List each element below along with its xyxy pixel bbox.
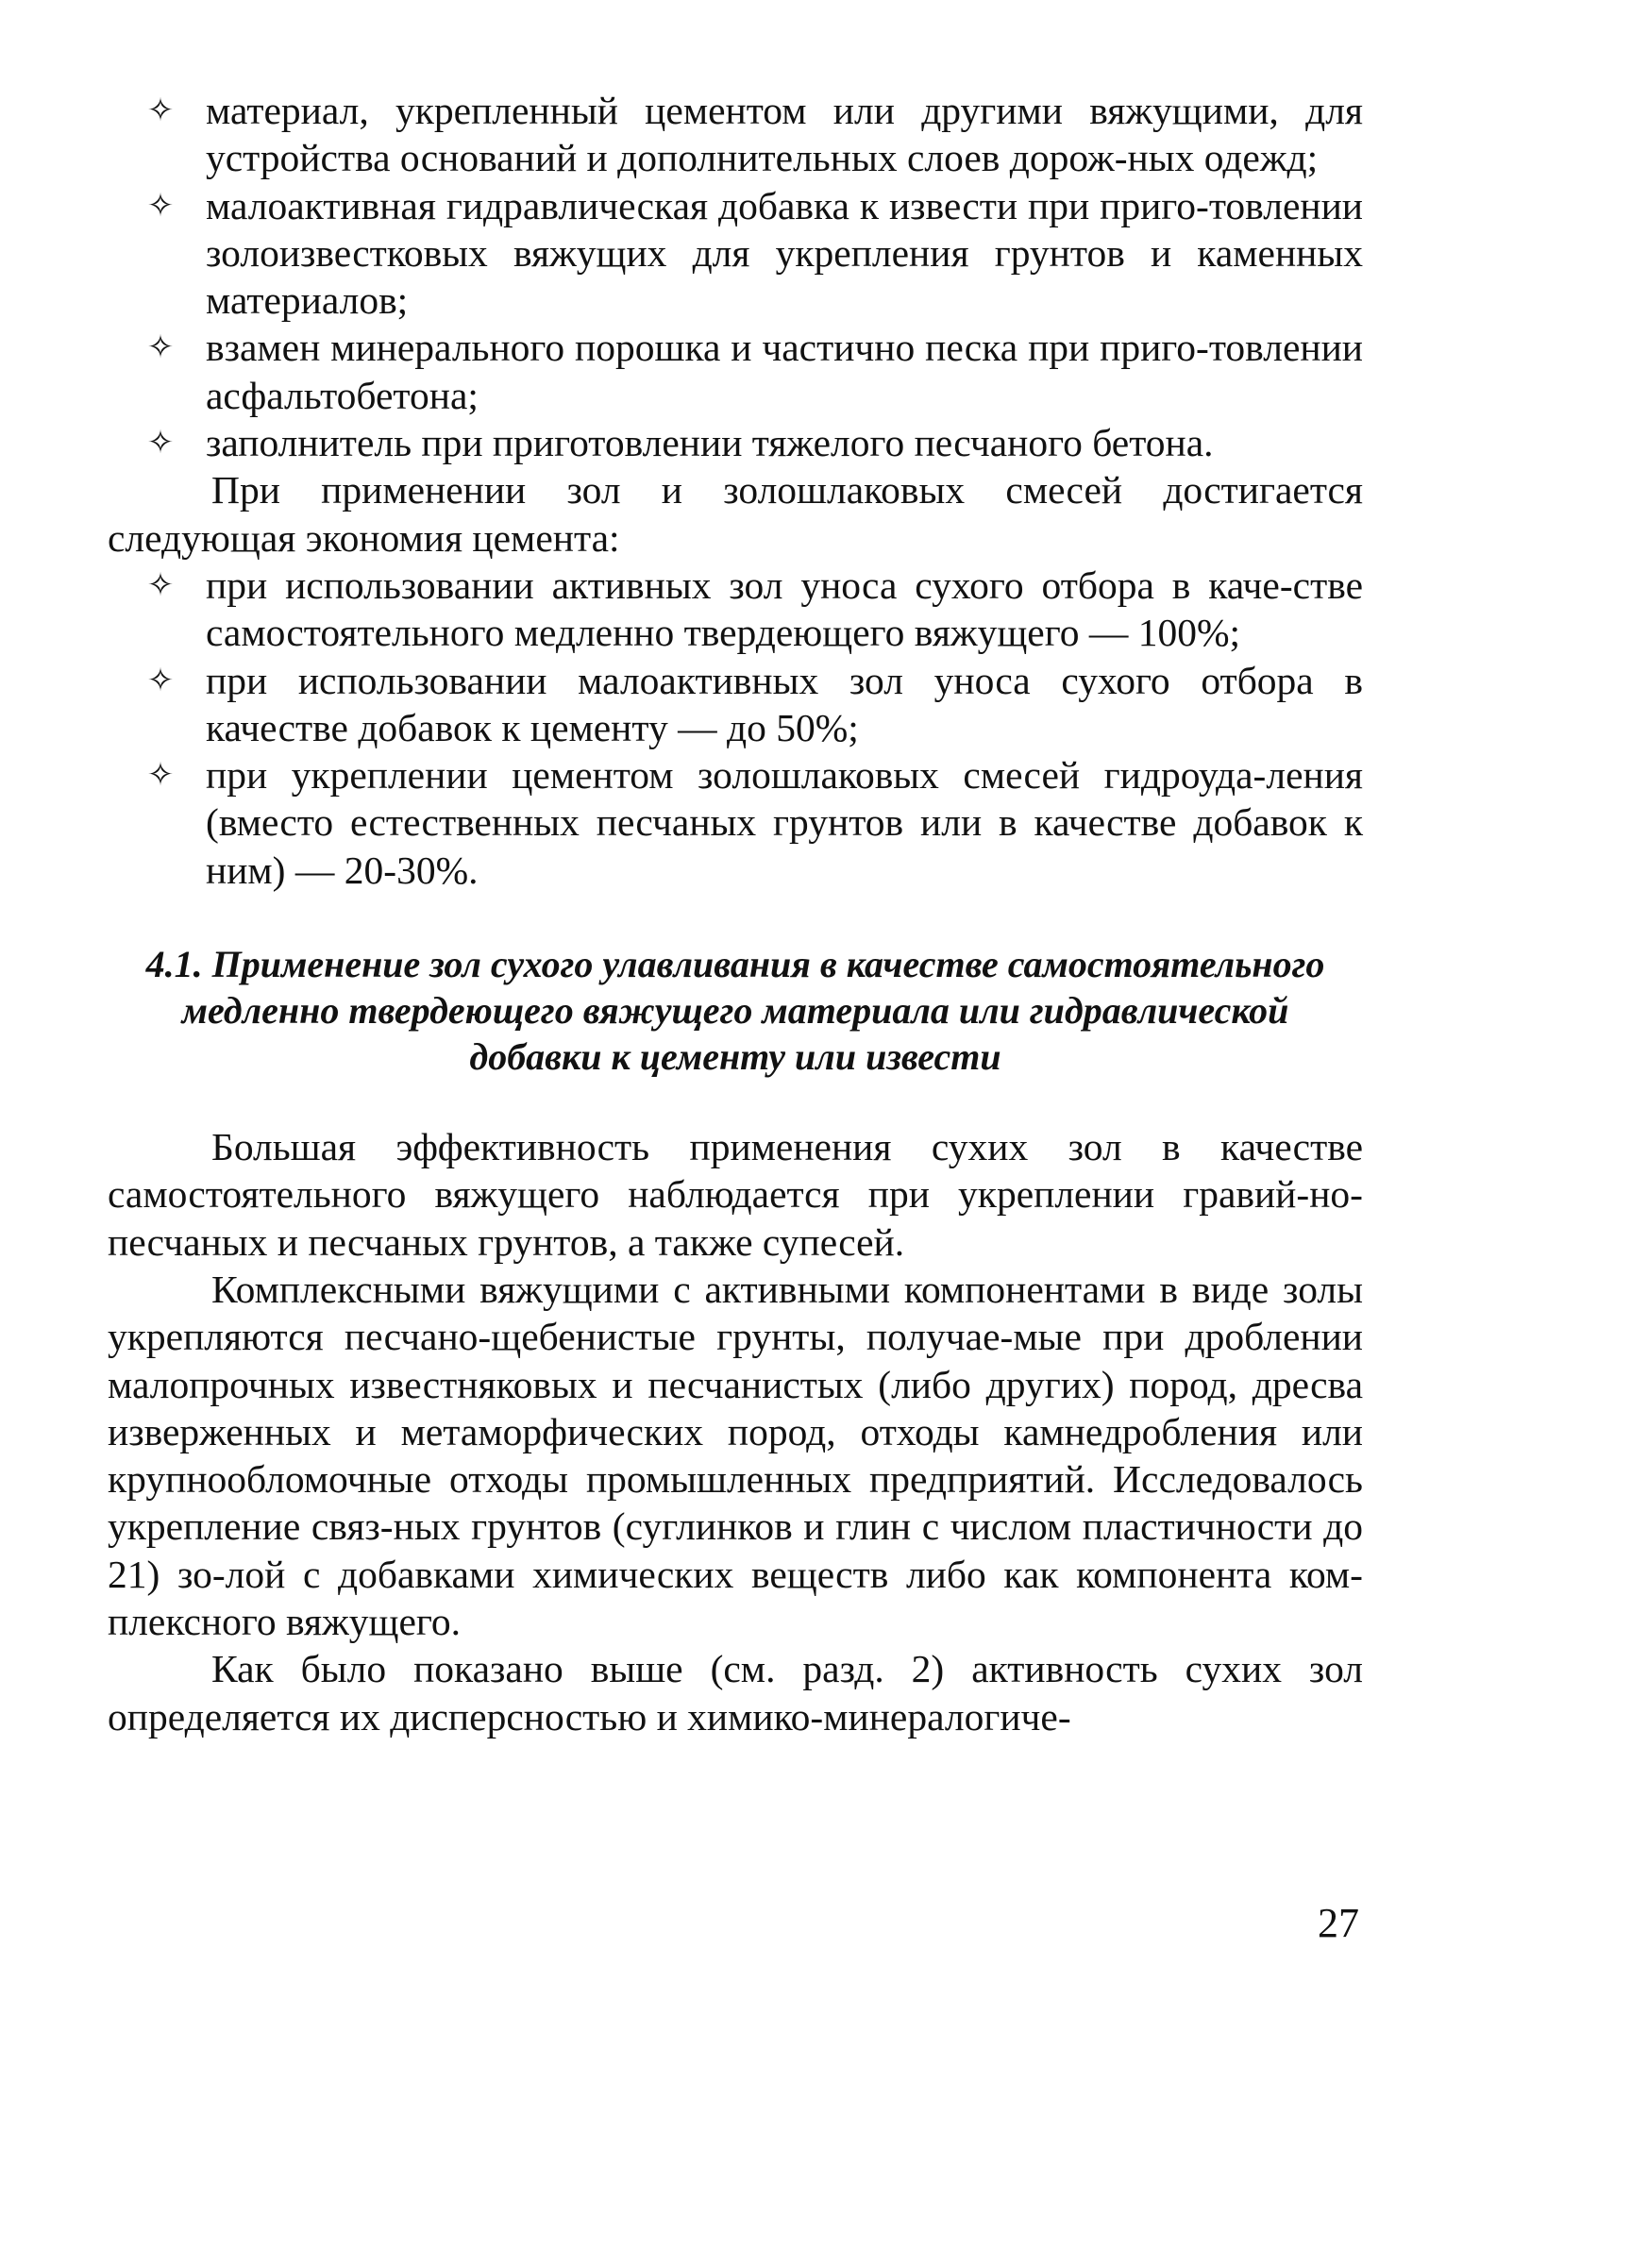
list-item: [108, 324, 1363, 419]
diamond-bullet-icon: ✧: [146, 756, 175, 795]
list-item-text: малоактивная гидравлическая добавка к извести при приго-товлении золоизвестковых вяжущих для укрепления грунтов и каменных материалов;: [206, 183, 1363, 323]
list-item-text: при использовании малоактивных зол уноса сухого отбора в качестве добавок к цементу — до 50%;: [206, 658, 1363, 749]
section-heading: 4.1. Применение зол сухого улавливания в качестве самостоятельного медленно твердеющего вяжущего материала или гидравлической добавки к цементу или извести: [145, 943, 1325, 1079]
body-paragraph: Как было показано выше (см. разд. 2) активность сухих зол определяется их дисперсностью и химико-минералогиче-: [108, 1647, 1363, 1739]
list-item: [108, 657, 1363, 752]
list-item-text: материал, укрепленный цементом или другими вяжущими, для устройства оснований и дополнительных слоев дорож-ных одежд;: [206, 89, 1363, 180]
economy-list: [108, 562, 1363, 894]
list-item: [108, 562, 1363, 657]
list-item: [108, 419, 1363, 466]
list-item-text: заполнитель при приготовлении тяжелого песчаного бетона.: [206, 421, 1214, 465]
page-body: [108, 87, 1363, 1740]
list-item: [108, 182, 1363, 325]
body-paragraph: Большая эффективность применения сухих зол в качестве самостоятельного вяжущего наблюдается при укреплении гравий-но-песчаных и песчаных грунтов, а также супесей.: [108, 1125, 1363, 1264]
list-item-text: при использовании активных зол уноса сухого отбора в каче-стве самостоятельного медленно твердеющего вяжущего — 100%;: [206, 563, 1363, 655]
economy-intro-paragraph: При применении зол и золошлаковых смесей достигается следующая экономия цемента:: [108, 468, 1363, 560]
diamond-bullet-icon: ✧: [146, 661, 175, 699]
diamond-bullet-icon: ✧: [146, 186, 175, 225]
diamond-bullet-icon: ✧: [146, 565, 175, 604]
diamond-bullet-icon: ✧: [146, 328, 175, 367]
body-paragraph: Комплексными вяжущими с активными компонентами в виде золы укрепляются песчано-щебенистые грунты, получае-мые при дроблении малопрочных известняковых и песчанистых (либо других) пород, дресва изверженных и метаморфических пород, отходы камнедробления или крупнообломочные отходы промышленных предприятий. Исследовалось укрепление связ-ных грунтов (суглинков и глин с числом пластичности до 21) зо-лой с добавками химических веществ либо как компонента ком-плексного вяжущего.: [108, 1267, 1363, 1644]
list-item: [108, 751, 1363, 894]
diamond-bullet-icon: ✧: [146, 424, 175, 462]
page-number: 27: [1318, 1900, 1359, 1946]
diamond-bullet-icon: ✧: [146, 92, 175, 129]
list-item-text: при укреплении цементом золошлаковых смесей гидроуда-ления (вместо естественных песчаных грунтов или в качестве добавок к ним) — 20-30%.: [206, 753, 1363, 892]
list-item-text: взамен минерального порошка и частично песка при приго-товлении асфальтобетона;: [206, 326, 1363, 417]
list-item: [108, 87, 1363, 182]
usage-list: [108, 87, 1363, 466]
